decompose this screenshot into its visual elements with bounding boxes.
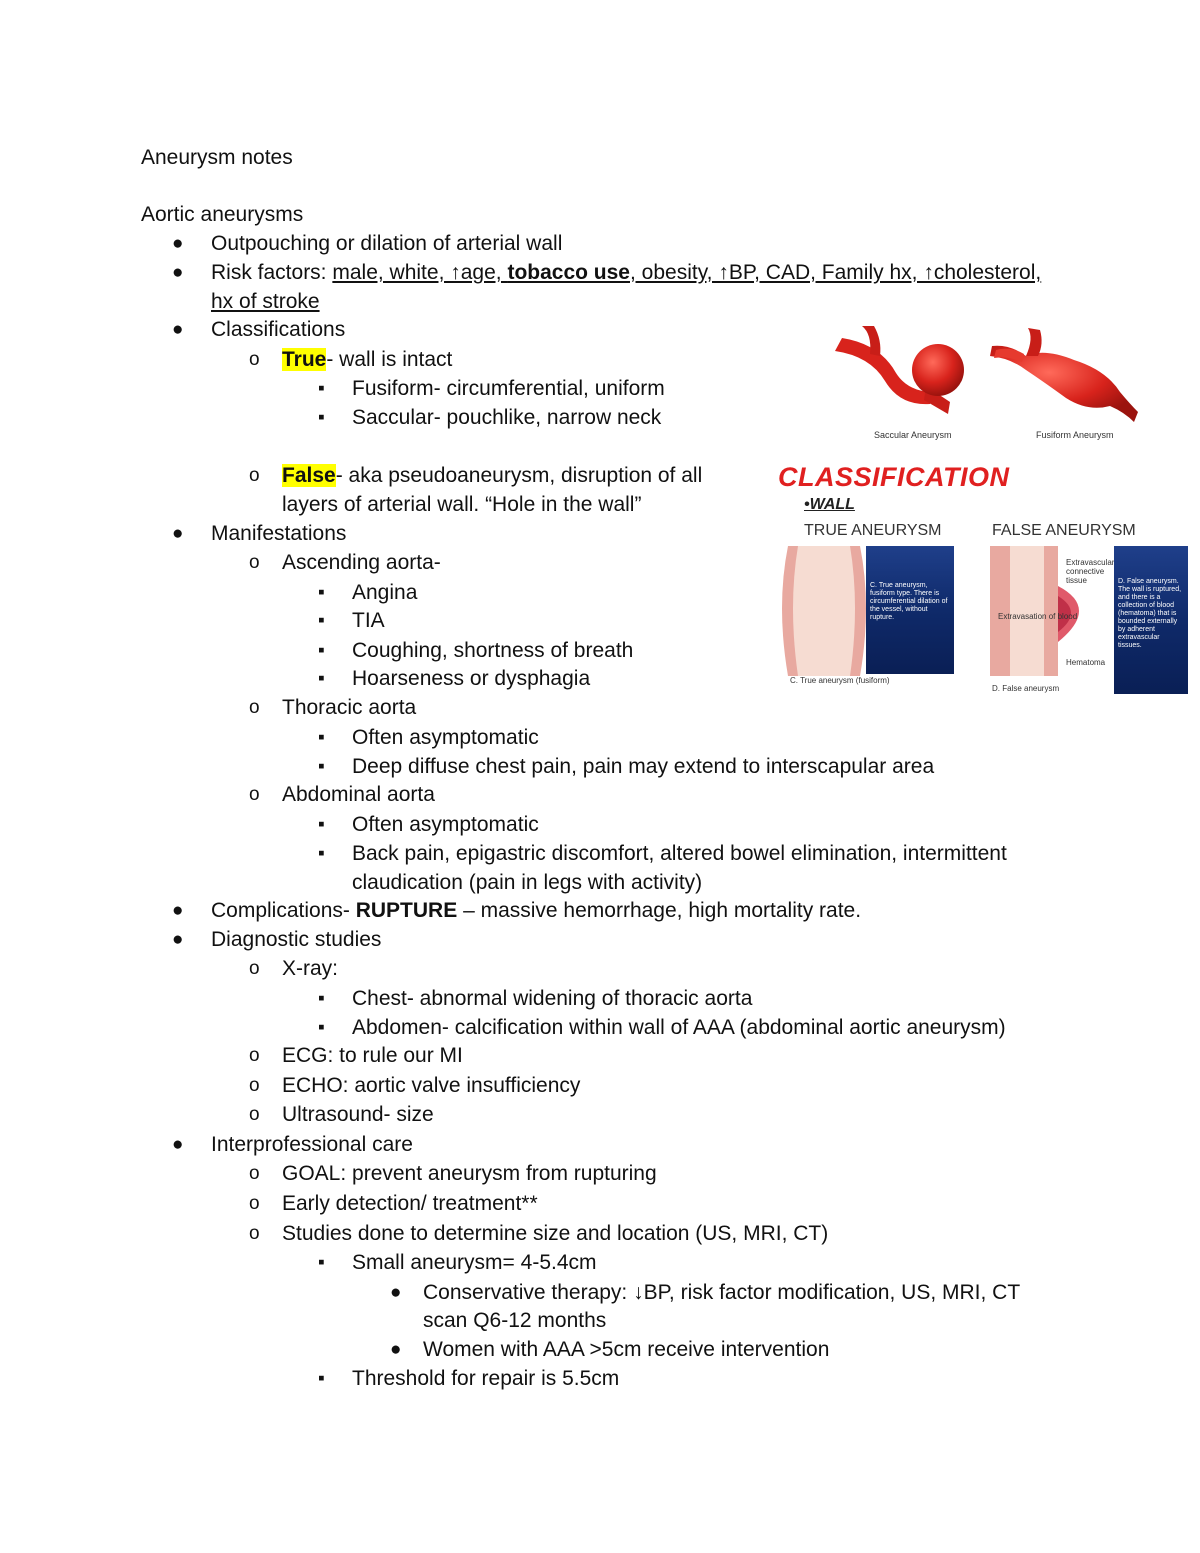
classification-figure [776,462,1190,698]
list-item: Abdomen- calcification within wall of AAA (abdominal aortic aneurysm) [352,1016,1006,1039]
true-aneurysm-caption: C. True aneurysm (fusiform) [790,676,890,685]
false-line2: layers of arterial wall. “Hole in the wall” [282,493,642,516]
bullet-circle: o [249,1075,260,1096]
bullet-circle: o [249,1163,260,1184]
list-item: Small aneurysm= 4-5.4cm [352,1251,597,1274]
list-item: Diagnostic studies [211,928,382,951]
list-item: Classifications [211,318,346,341]
bullet-circle: o [249,1104,260,1125]
true-aneurysm-description-box [866,546,954,674]
bullet-disc: ● [172,233,184,254]
list-item: ECG: to rule our MI [282,1044,463,1067]
bullet-circle: o [249,958,260,979]
bullet-square: ▪ [318,756,325,777]
aneurysm-illustration [830,326,1142,448]
list-item: ECHO: aortic valve insufficiency [282,1074,581,1097]
list-item: TIA [352,609,385,632]
list-item: Back pain, epigastric discomfort, altered bowel elimination, intermittent [352,842,1007,865]
bullet-square: ▪ [318,988,325,1009]
true-aneurysm-heading: TRUE ANEURYSM [804,522,942,539]
risk-factors-line2: hx of stroke [211,290,320,313]
bullet-disc: ● [390,1339,402,1360]
list-item: Hoarseness or dysphagia [352,667,591,690]
bullet-square: ▪ [318,1017,325,1038]
true-aneurysm-vessel-icon [778,546,870,676]
section-heading: Aortic aneurysms [141,203,304,226]
list-item: X-ray: [282,957,339,980]
bullet-square: ▪ [318,727,325,748]
wall-label: •WALL [804,496,855,513]
list-item: Chest- abnormal widening of thoracic aorta [352,987,753,1010]
extravasation-label: Extravasation of blood [998,612,1078,621]
list-item: Angina [352,581,418,604]
list-item-cont: scan Q6-12 months [423,1309,607,1332]
list-item: GOAL: prevent aneurysm from rupturing [282,1162,657,1185]
bullet-disc: ● [172,929,184,950]
complications-label: Complications- [211,899,356,922]
true-aneurysm-description: C. True aneurysm, fusiform type. There is circumferential dilation of the vessel, without rupture. [870,582,948,621]
list-item: Thoracic aorta [282,696,417,719]
list-item: Interprofessional care [211,1133,413,1156]
list-item: Manifestations [211,522,347,545]
false-highlight: False [282,464,336,487]
list-item: Saccular- pouchlike, narrow neck [352,406,662,429]
false-aneurysm-description: D. False aneurysm. The wall is ruptured, and there is a collection of blood (hematoma) that is bounded externally by adherent extravascular tissues. [1118,578,1182,649]
bullet-circle: o [249,349,260,370]
classification-title: CLASSIFICATION [778,462,1010,492]
list-item: Conservative therapy: ↓BP, risk factor modification, US, MRI, CT [423,1281,1021,1304]
extravascular-label: Extravascular connective tissue [1066,558,1115,585]
list-item: Women with AAA >5cm receive intervention [423,1338,830,1361]
bullet-circle: o [249,1045,260,1066]
risk-factors-line [211,258,1041,287]
bullet-disc: ● [172,319,184,340]
list-item: Often asymptomatic [352,726,539,749]
hematoma-label: Hematoma [1066,658,1106,667]
bullet-square: ▪ [318,668,325,689]
complications-rest: – massive hemorrhage, high mortality rate. [457,899,862,922]
false-aneurysm-description-box [1114,546,1188,694]
complications-line [211,896,861,925]
list-item: Ascending aorta- [282,551,441,574]
bullet-circle: o [249,1223,260,1244]
risk-factors-list: male, white, ↑age, [332,261,508,284]
list-item: Early detection/ treatment** [282,1192,538,1215]
risk-factors-list-cont: , obesity, ↑BP, CAD, Family hx, ↑cholesterol, [630,261,1042,284]
false-description: - aka pseudoaneurysm, disruption of all [335,464,703,487]
fusiform-caption: Fusiform Aneurysm [1036,430,1114,440]
bullet-circle: o [249,784,260,805]
bullet-disc: ● [172,523,184,544]
list-item: Fusiform- circumferential, uniform [352,377,665,400]
list-item: Abdominal aorta [282,783,435,806]
list-item: Coughing, shortness of breath [352,639,634,662]
rupture-text: RUPTURE [355,899,458,922]
bullet-square: ▪ [318,1252,325,1273]
bullet-square: ▪ [318,640,325,661]
bullet-disc: ● [172,262,184,283]
bullet-circle: o [249,552,260,573]
bullet-square: ▪ [318,843,325,864]
list-item: Deep diffuse chest pain, pain may extend to interscapular area [352,755,935,778]
bullet-square: ▪ [318,1368,325,1389]
true-line [282,345,452,374]
bullet-circle: o [249,697,260,718]
bullet-disc: ● [172,900,184,921]
list-item: Outpouching or dilation of arterial wall [211,232,563,255]
document-title: Aneurysm notes [141,146,293,169]
bullet-square: ▪ [318,378,325,399]
true-highlight: True [282,348,327,371]
false-aneurysm-caption: D. False aneurysm [992,684,1060,693]
bullet-disc: ● [172,1134,184,1155]
bullet-square: ▪ [318,814,325,835]
bullet-square: ▪ [318,610,325,631]
list-item: Ultrasound- size [282,1103,434,1126]
list-item: Often asymptomatic [352,813,539,836]
bullet-circle: o [249,465,260,486]
bullet-disc: ● [390,1282,402,1303]
risk-factor-tobacco: tobacco use [507,261,630,284]
true-description: - wall is intact [326,348,453,371]
bullet-square: ▪ [318,407,325,428]
list-item-cont: claudication (pain in legs with activity) [352,871,703,894]
false-aneurysm-heading: FALSE ANEURYSM [992,522,1136,539]
bullet-circle: o [249,1193,260,1214]
saccular-caption: Saccular Aneurysm [874,430,952,440]
bullet-square: ▪ [318,582,325,603]
list-item: Threshold for repair is 5.5cm [352,1367,620,1390]
list-item: Studies done to determine size and location (US, MRI, CT) [282,1222,829,1245]
risk-factors-label: Risk factors: [211,261,333,284]
false-line [282,461,702,490]
